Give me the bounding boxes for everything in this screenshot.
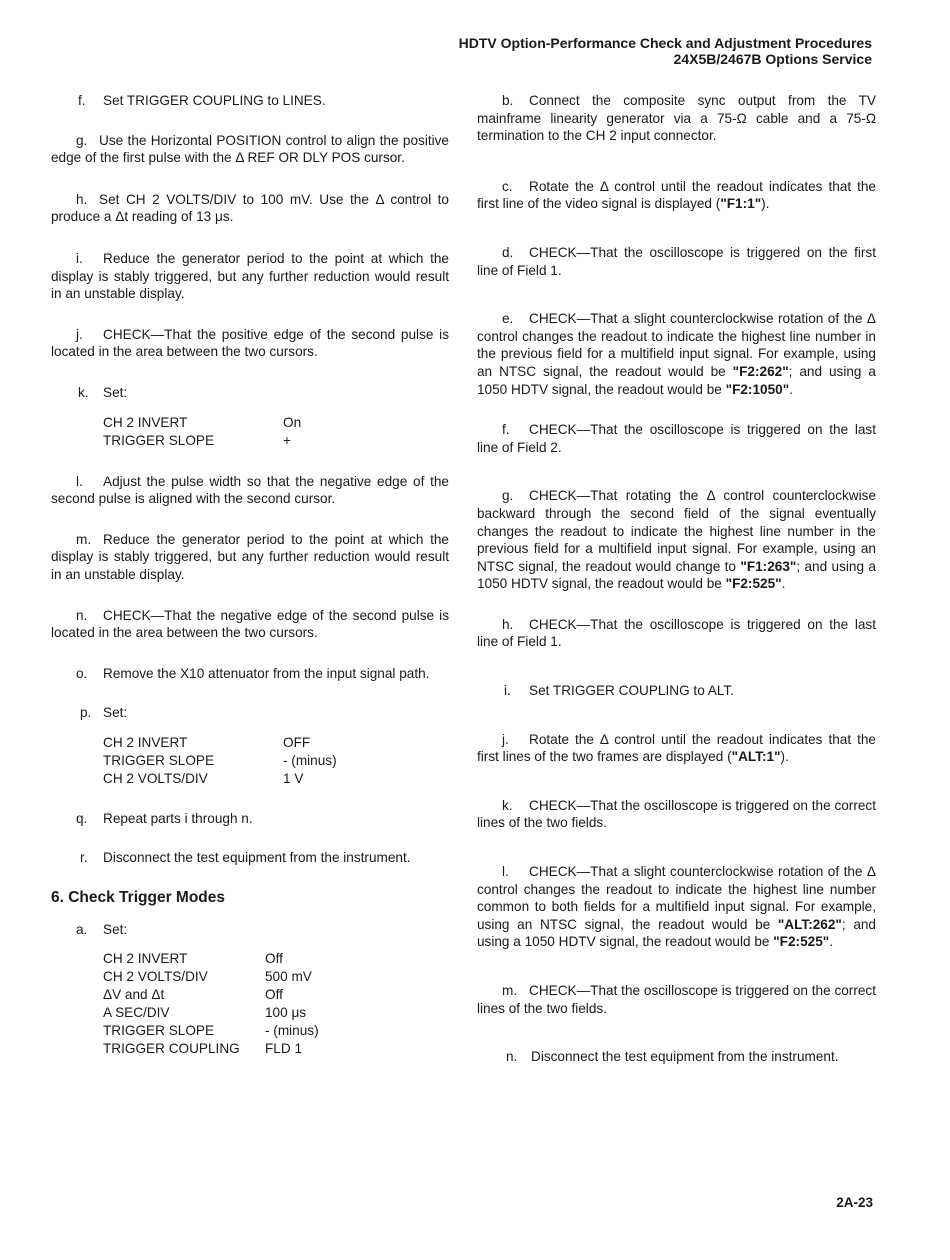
setting-row: A SEC/DIV 100 μs: [103, 1005, 307, 1021]
settings-table-p: [103, 734, 337, 788]
setting-row: CH 2 VOLTS/DIV 1 V: [103, 770, 304, 786]
header-subtitle: 24X5B/2467B Options Service: [673, 51, 872, 67]
step-right-c: c. Rotate the Δ control until the readout indicates that the first line of the video signal is displayed ("F1:1").: [477, 178, 876, 212]
step-left-l: l. Adjust the pulse width so that the negative edge of the second pulse is aligned with the second cursor.: [51, 473, 449, 507]
step-right-i: i. Set TRIGGER COUPLING to ALT.: [504, 683, 734, 699]
setting-row: CH 2 INVERT Off: [103, 951, 283, 967]
step-right-k: k. CHECK—That the oscilloscope is triggered on the correct lines of the two fields.: [477, 797, 876, 831]
setting-row: ΔV and Δt Off: [103, 987, 283, 1003]
step-right-e: e. CHECK—That a slight counterclockwise rotation of the Δ control changes the readout to indicate the highest line number in the previous field for a multifield input signal. For example, using an NTSC signal, the readout would be "F2:262"; and using a 1050 HDTV signal, the readout would be "F2:1050".: [477, 311, 876, 397]
step-left-f: f. Set TRIGGER COUPLING to LINES.: [78, 93, 326, 108]
settings-table-k: [103, 414, 301, 450]
step-left-r: r. Disconnect the test equipment from the instrument.: [80, 850, 411, 866]
setting-row: TRIGGER COUPLING FLD 1: [103, 1041, 303, 1057]
step-right-b: b. Connect the composite sync output from the TV mainframe linearity generator via a 75-Ω cable and a 75-Ω termination to the CH 2 input connector.: [477, 93, 876, 144]
setting-row: CH 2 INVERT On: [103, 414, 302, 430]
step-left-i: i. Reduce the generator period to the point at which the display is stably triggered, but any further reduction would result in an unstable display.: [51, 250, 449, 302]
step-right-m: m. CHECK—That the oscilloscope is triggered on the correct lines of the two fields.: [477, 983, 876, 1016]
step-right-j: j. Rotate the Δ control until the readout indicates that the first lines of the two frames are displayed ("ALT:1").: [477, 731, 876, 765]
right-column: [477, 92, 876, 1066]
step-right-d: d. CHECK—That the oscilloscope is triggered on the first line of Field 1.: [477, 244, 876, 278]
step-left-a: a. Set:: [76, 921, 128, 937]
step-left-m: m. Reduce the generator period to the point at which the display is stably triggered, but any further reduction would result in an unstable display.: [51, 531, 449, 582]
page-number: 2A-23: [836, 1195, 873, 1210]
step-left-n: n. CHECK—That the negative edge of the second pulse is located in the area between the two cursors.: [51, 607, 449, 641]
setting-row: TRIGGER SLOPE +: [103, 432, 291, 448]
step-left-p: p. Set:: [80, 705, 128, 721]
setting-row: CH 2 INVERT OFF: [103, 734, 311, 750]
step-right-g: g. CHECK—That rotating the Δ control counterclockwise backward through the second field of the signal eventually changes the readout to indicate the highest line number in the previous field for a multifield input signal. For example, using an NTSC signal, the readout would change to "F1:263"; and using a 1050 HDTV signal, the readout would be "F2:525".: [477, 488, 876, 592]
section-heading: 6. Check Trigger Modes: [51, 889, 225, 907]
page-header: [459, 35, 872, 67]
setting-row: CH 2 VOLTS/DIV 500 mV: [103, 969, 312, 985]
setting-row: TRIGGER SLOPE - (minus): [103, 752, 337, 768]
step-right-n: n. Disconnect the test equipment from the instrument.: [506, 1049, 839, 1065]
setting-row: TRIGGER SLOPE - (minus): [103, 1023, 319, 1039]
header-title: HDTV Option-Performance Check and Adjustment Procedures: [458, 35, 872, 51]
step-right-h: h. CHECK—That the oscilloscope is triggered on the last line of Field 1.: [477, 616, 876, 650]
left-column: [51, 92, 449, 1058]
step-left-j: j. CHECK—That the positive edge of the second pulse is located in the area between the two cursors.: [51, 326, 449, 360]
step-left-q: q. Repeat parts i through n.: [76, 810, 253, 826]
step-right-l: l. CHECK—That a slight counterclockwise rotation of the Δ control changes the readout to indicate the highest line number common to both fields for a multifield input signal. For example, using an NTSC signal, the readout would be "ALT:262"; and using a 1050 HDTV signal, the readout would be "F2:525".: [477, 864, 876, 950]
step-right-f: f. CHECK—That the oscilloscope is triggered on the last line of Field 2.: [477, 422, 876, 455]
settings-table-a: [103, 950, 319, 1058]
step-left-h: h. Set CH 2 VOLTS/DIV to 100 mV. Use the Δ control to produce a Δt reading of 13 μs.: [51, 191, 449, 225]
step-left-o: o. Remove the X10 attenuator from the input signal path.: [76, 665, 430, 681]
step-left-g: g. Use the Horizontal POSITION control to align the positive edge of the first pulse with the Δ REF OR DLY POS cursor.: [51, 132, 449, 166]
step-left-k: k. Set:: [78, 384, 128, 400]
